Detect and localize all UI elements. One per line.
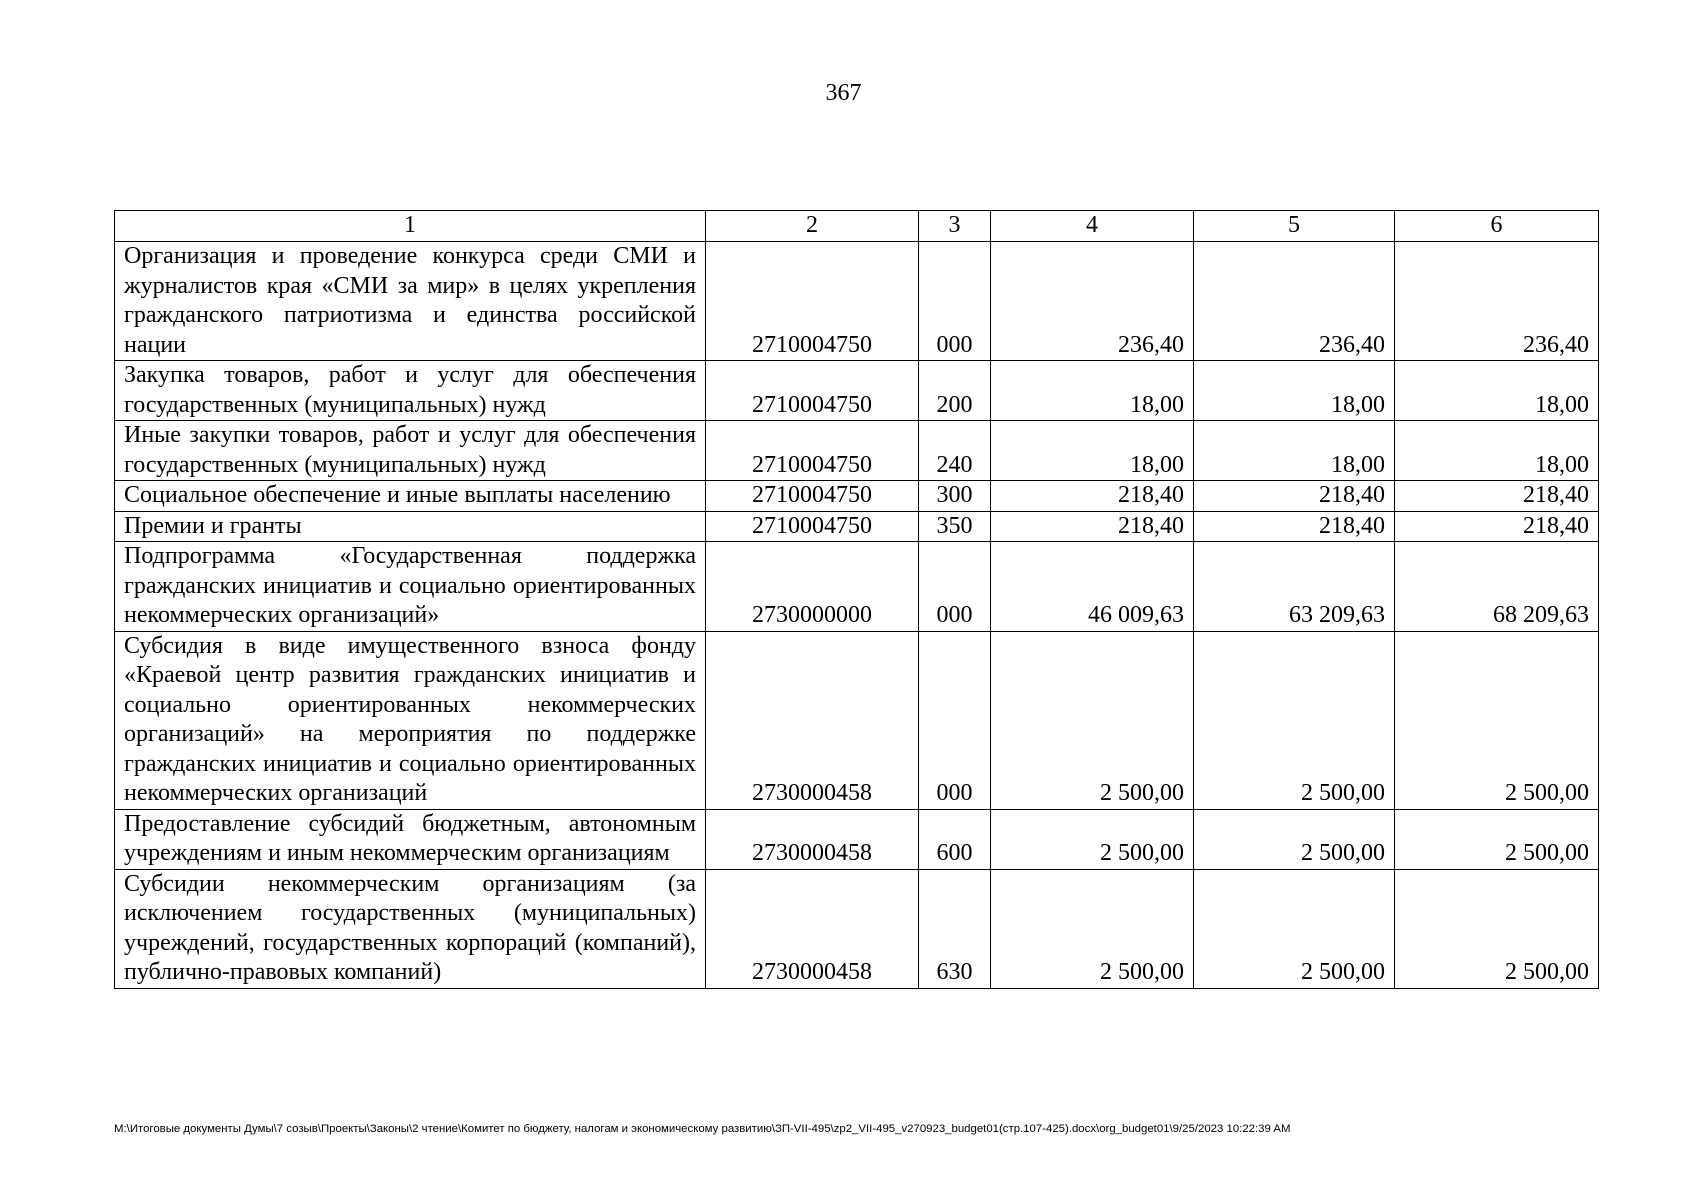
row-target-code: 2730000458 bbox=[706, 869, 919, 988]
column-header-4: 4 bbox=[991, 211, 1194, 242]
row-value-col4: 218,40 bbox=[991, 511, 1194, 542]
table-row bbox=[115, 869, 1599, 988]
row-name: Организация и проведение конкурса среди СМИ и журналистов края «СМИ за мир» в целях укрепления гражданского патриотизма и единства российской нации bbox=[115, 242, 706, 361]
row-value-col6: 18,00 bbox=[1395, 361, 1599, 421]
table-row bbox=[115, 631, 1599, 809]
table-row bbox=[115, 361, 1599, 421]
row-value-col4: 2 500,00 bbox=[991, 869, 1194, 988]
row-target-code: 2710004750 bbox=[706, 481, 919, 512]
row-expense-type: 200 bbox=[919, 361, 991, 421]
row-expense-type: 300 bbox=[919, 481, 991, 512]
row-value-col6: 2 500,00 bbox=[1395, 631, 1599, 809]
row-target-code: 2730000000 bbox=[706, 542, 919, 632]
table-row bbox=[115, 809, 1599, 869]
table-header bbox=[115, 211, 1599, 242]
column-header-6: 6 bbox=[1395, 211, 1599, 242]
row-value-col5: 18,00 bbox=[1194, 361, 1395, 421]
row-name: Премии и гранты bbox=[115, 511, 706, 542]
row-value-col6: 218,40 bbox=[1395, 511, 1599, 542]
row-value-col5: 2 500,00 bbox=[1194, 809, 1395, 869]
row-expense-type: 600 bbox=[919, 809, 991, 869]
table-row bbox=[115, 421, 1599, 481]
row-value-col6: 18,00 bbox=[1395, 421, 1599, 481]
row-expense-type: 000 bbox=[919, 631, 991, 809]
row-value-col4: 236,40 bbox=[991, 242, 1194, 361]
row-value-col5: 218,40 bbox=[1194, 481, 1395, 512]
row-value-col4: 218,40 bbox=[991, 481, 1194, 512]
column-header-2: 2 bbox=[706, 211, 919, 242]
row-value-col5: 2 500,00 bbox=[1194, 869, 1395, 988]
row-target-code: 2730000458 bbox=[706, 809, 919, 869]
table-row bbox=[115, 511, 1599, 542]
row-value-col5: 2 500,00 bbox=[1194, 631, 1395, 809]
page-number bbox=[0, 80, 1697, 107]
table-row bbox=[115, 542, 1599, 632]
row-name: Предоставление субсидий бюджетным, автономным учреждениям и иным некоммерческим организациям bbox=[115, 809, 706, 869]
row-target-code: 2710004750 bbox=[706, 242, 919, 361]
row-name: Иные закупки товаров, работ и услуг для обеспечения государственных (муниципальных) нужд bbox=[115, 421, 706, 481]
row-target-code: 2710004750 bbox=[706, 421, 919, 481]
row-name: Социальное обеспечение и иные выплаты населению bbox=[115, 481, 706, 512]
document-path-footer: M:\Итоговые документы Думы\7 созыв\Проекты\Законы\2 чтение\Комитет по бюджету, налогам и экономическому развитию\ЗП-VII-495\zp2_VII-495_v270923_budget01(стр.107-425).docx\org_budget01\9/25/2023 10:22:39 AM bbox=[114, 1123, 1291, 1135]
row-value-col4: 18,00 bbox=[991, 421, 1194, 481]
table-row bbox=[115, 481, 1599, 512]
row-target-code: 2710004750 bbox=[706, 511, 919, 542]
row-value-col5: 236,40 bbox=[1194, 242, 1395, 361]
row-value-col4: 18,00 bbox=[991, 361, 1194, 421]
column-header-1: 1 bbox=[115, 211, 706, 242]
column-header-3: 3 bbox=[919, 211, 991, 242]
row-name: Подпрограмма «Государственная поддержка гражданских инициатив и социально ориентированных некоммерческих организаций» bbox=[115, 542, 706, 632]
row-expense-type: 350 bbox=[919, 511, 991, 542]
budget-table bbox=[114, 210, 1599, 989]
row-name: Субсидия в виде имущественного взноса фонду «Краевой центр развития гражданских инициатив и социально ориентированных некоммерческих организаций» на мероприятия по поддержке гражданских инициатив и социально ориентированных некоммерческих организаций bbox=[115, 631, 706, 809]
table-body bbox=[115, 242, 1599, 989]
column-header-5: 5 bbox=[1194, 211, 1395, 242]
row-expense-type: 000 bbox=[919, 242, 991, 361]
row-value-col6: 2 500,00 bbox=[1395, 809, 1599, 869]
row-expense-type: 630 bbox=[919, 869, 991, 988]
row-expense-type: 000 bbox=[919, 542, 991, 632]
page-number-text: 367 bbox=[825, 80, 862, 106]
row-value-col4: 2 500,00 bbox=[991, 809, 1194, 869]
row-expense-type: 240 bbox=[919, 421, 991, 481]
table-row bbox=[115, 242, 1599, 361]
row-target-code: 2710004750 bbox=[706, 361, 919, 421]
row-value-col6: 236,40 bbox=[1395, 242, 1599, 361]
row-value-col6: 218,40 bbox=[1395, 481, 1599, 512]
header-row bbox=[115, 211, 1599, 242]
row-target-code: 2730000458 bbox=[706, 631, 919, 809]
row-value-col5: 63 209,63 bbox=[1194, 542, 1395, 632]
row-value-col5: 218,40 bbox=[1194, 511, 1395, 542]
row-value-col4: 46 009,63 bbox=[991, 542, 1194, 632]
row-value-col6: 68 209,63 bbox=[1395, 542, 1599, 632]
row-name: Субсидии некоммерческим организациям (за исключением государственных (муниципальных) учреждений, государственных корпораций (компаний), публично-правовых компаний) bbox=[115, 869, 706, 988]
row-value-col4: 2 500,00 bbox=[991, 631, 1194, 809]
row-value-col5: 18,00 bbox=[1194, 421, 1395, 481]
row-value-col6: 2 500,00 bbox=[1395, 869, 1599, 988]
row-name: Закупка товаров, работ и услуг для обеспечения государственных (муниципальных) нужд bbox=[115, 361, 706, 421]
